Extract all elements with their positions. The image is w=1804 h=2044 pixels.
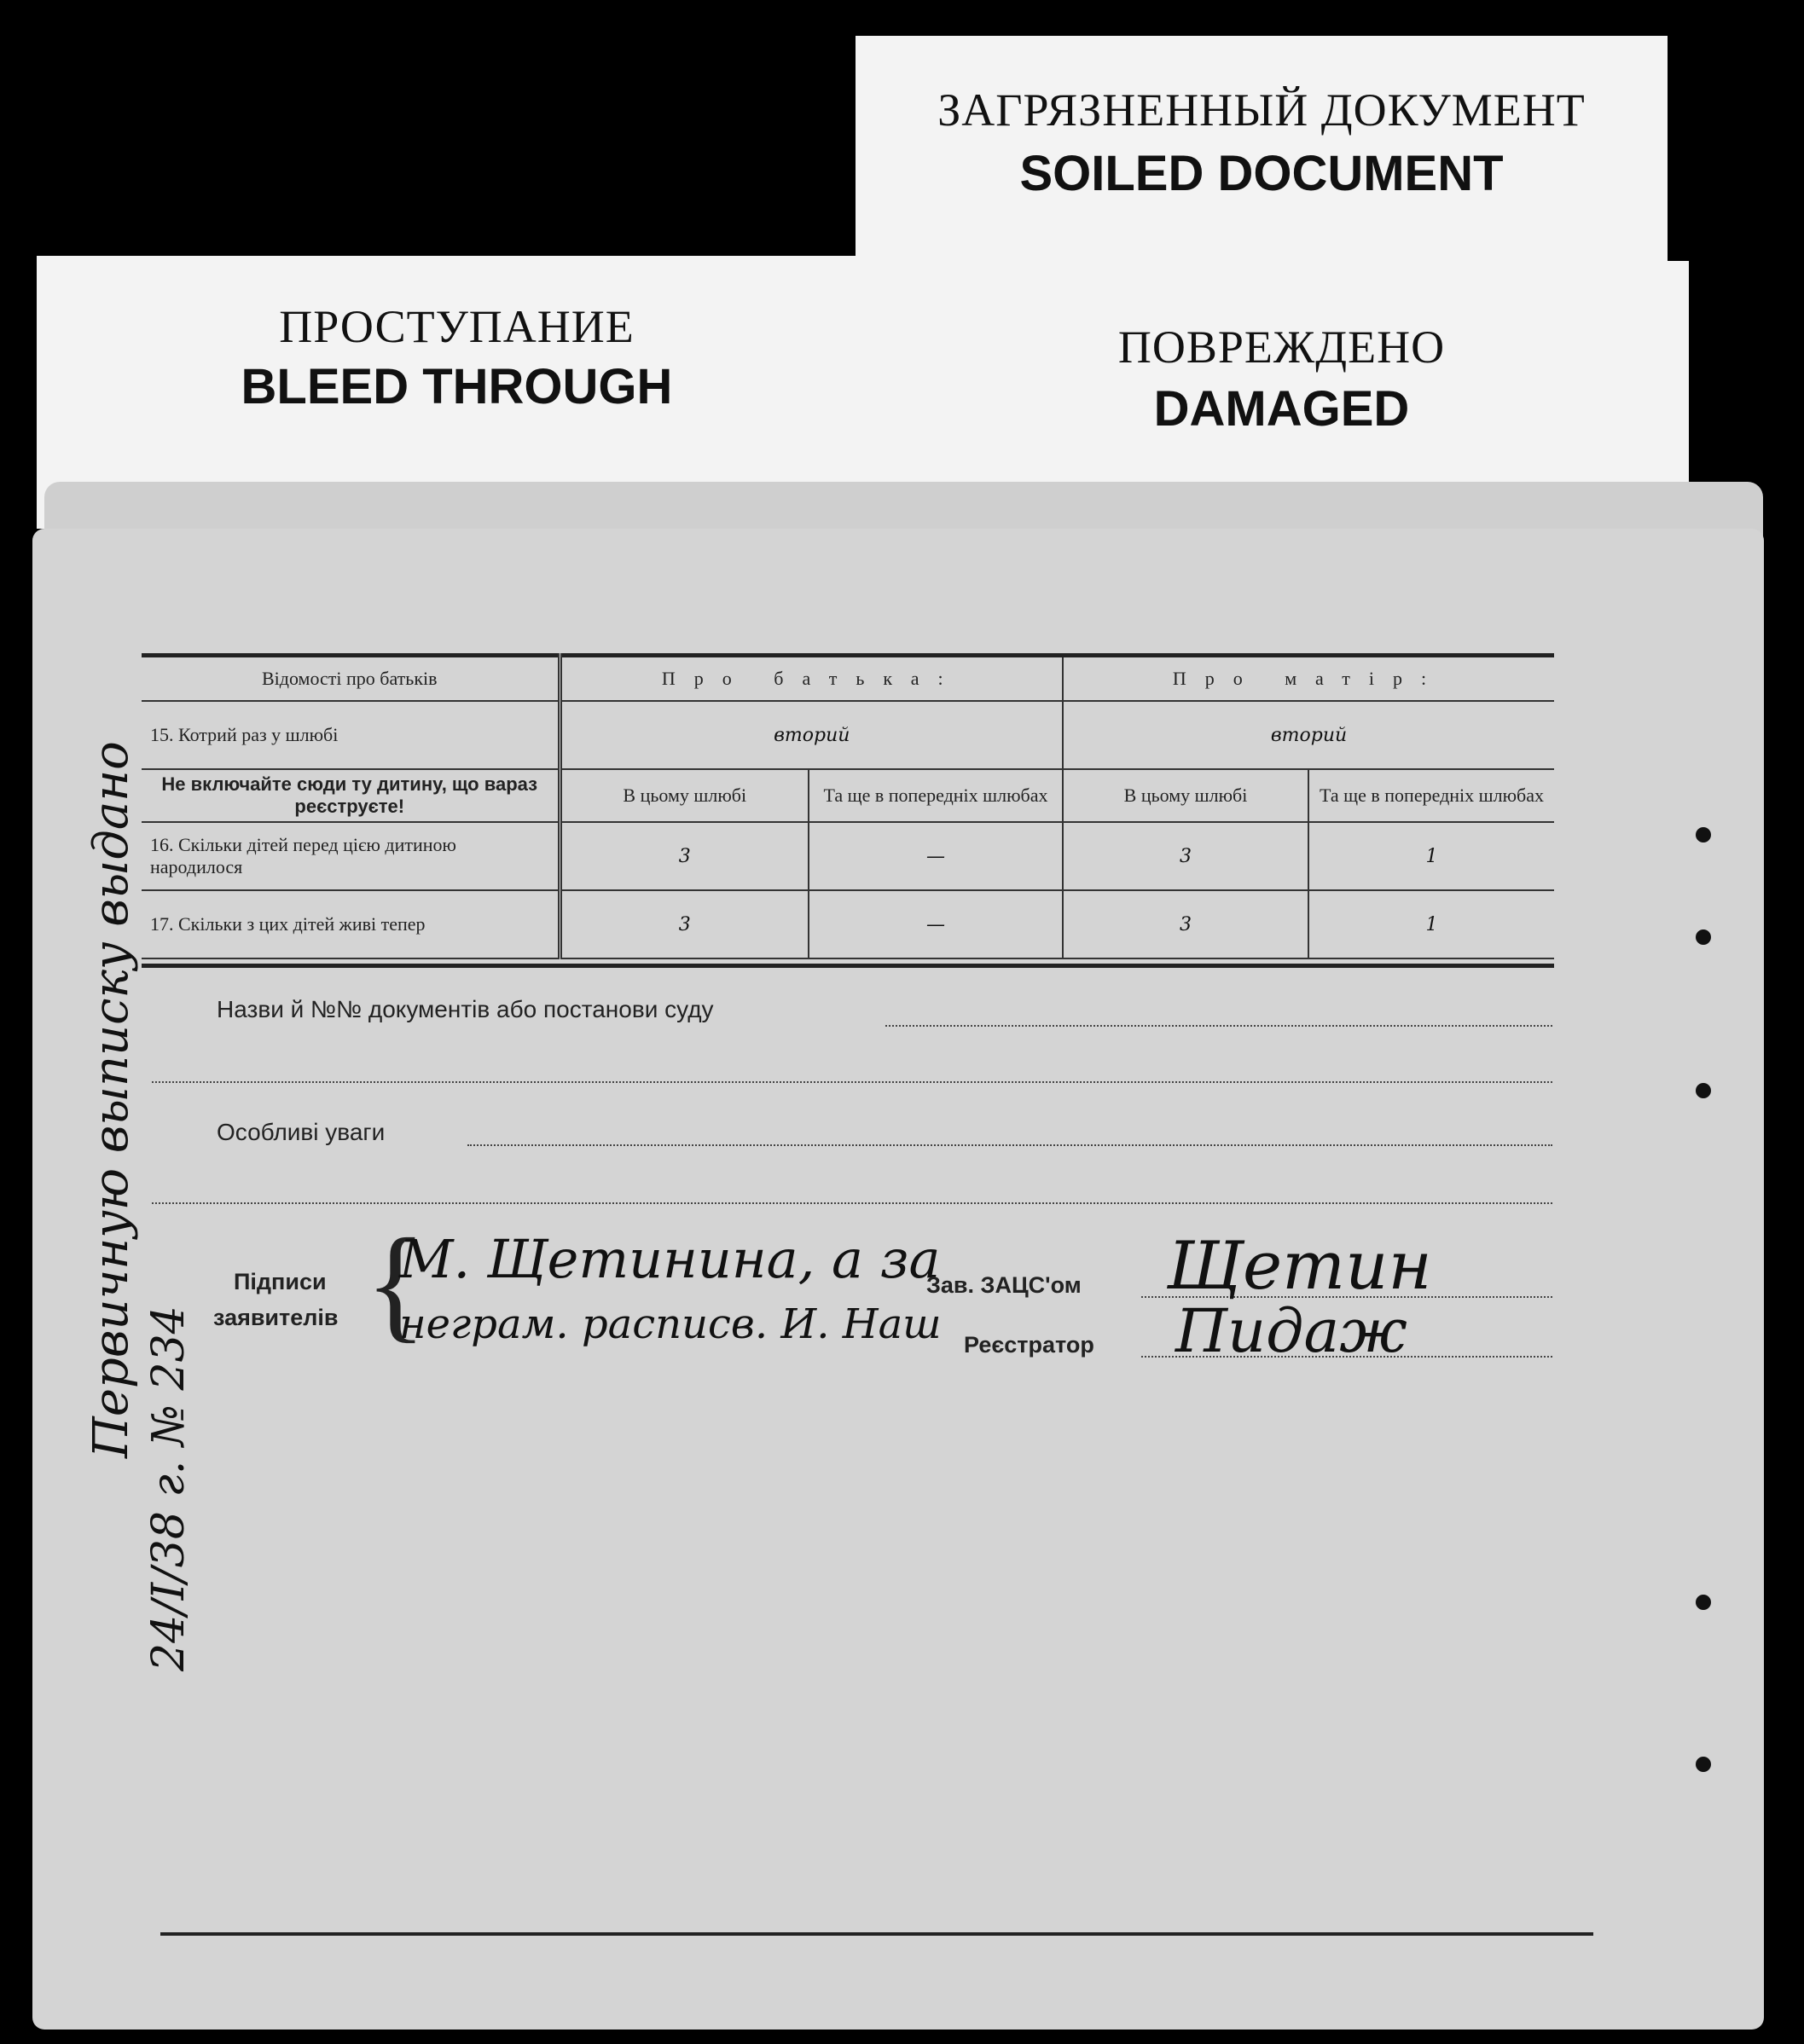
registrar-signature: Пидаж — [1175, 1296, 1407, 1366]
soiled-ru-label: ЗАГРЯЗНЕННЫЙ ДОКУМЕНТ — [937, 84, 1586, 136]
signatures-label-2: заявителів — [213, 1305, 339, 1330]
row17-mother-this: 3 — [1063, 890, 1308, 958]
row16-mother-this: 3 — [1063, 822, 1308, 890]
punch-hole — [1696, 1083, 1711, 1098]
table-header-row — [142, 656, 1554, 702]
note-row-label: Не включайте сюди ту дитину, що вараз реєструєте! — [142, 769, 560, 822]
header-father: Про батька: — [560, 656, 1063, 702]
signatures-label-1: Підписи — [234, 1269, 327, 1294]
header-parents-info: Відомості про батьків — [142, 656, 560, 702]
mother-in-this-marriage: В цьому шлюбі — [1063, 769, 1308, 822]
applicant-signature-2: неграм. расписв. И. Наш — [399, 1300, 942, 1348]
damaged-card — [874, 261, 1689, 517]
row15-label: 15. Котрий раз у шлюбі — [142, 701, 560, 769]
father-in-this-marriage: В цьому шлюбі — [560, 769, 809, 822]
notes-dotted-line — [467, 1144, 1552, 1146]
bleed-ru-label: ПРОСТУПАНИЕ — [279, 301, 635, 352]
row16-father-this: 3 — [560, 822, 809, 890]
documents-label: Назви й №№ документів або постанови суду — [217, 996, 714, 1022]
punch-hole — [1696, 1595, 1711, 1610]
table-bottom-rule — [142, 964, 1554, 968]
mother-previous-marriages: Та ще в попередніх шлюбах — [1308, 769, 1554, 822]
punch-hole — [1696, 827, 1711, 842]
registrar-label: Реєстратор — [964, 1332, 1094, 1358]
margin-note-date: 24/I/38 г. № 234 — [143, 1306, 194, 1671]
row15-father-value: вторий — [560, 701, 1063, 769]
damaged-en-label: DAMAGED — [1153, 381, 1410, 437]
damaged-ru-label: ПОВРЕЖДЕНО — [1117, 321, 1446, 373]
soiled-document-card — [856, 36, 1668, 279]
row15-mother-value: вторий — [1063, 701, 1554, 769]
document-sheet — [32, 529, 1764, 2030]
punch-hole — [1696, 929, 1711, 945]
notes-dotted-line-2 — [152, 1202, 1552, 1204]
signatures-brace: { — [365, 1213, 426, 1354]
row17-label: 17. Скільки з цих дітей живі тепер — [142, 890, 560, 958]
punch-hole — [1696, 1757, 1711, 1772]
parents-info-table — [142, 653, 1554, 959]
documents-dotted-line — [885, 1025, 1552, 1027]
row16-mother-prev: 1 — [1308, 822, 1554, 890]
head-signature: Щетин — [1167, 1228, 1432, 1305]
table-row-16 — [142, 822, 1554, 890]
row16-father-prev: — — [809, 822, 1063, 890]
row17-father-prev: — — [809, 890, 1063, 958]
bleed-en-label: BLEED THROUGH — [241, 359, 673, 414]
documents-dotted-line-2 — [152, 1081, 1552, 1083]
father-previous-marriages: Та ще в попередніх шлюбах — [809, 769, 1063, 822]
head-of-registry-label: Зав. ЗАЦС'ом — [926, 1272, 1082, 1298]
row17-mother-prev: 1 — [1308, 890, 1554, 958]
soiled-en-label: SOILED DOCUMENT — [1019, 146, 1504, 201]
table-row-15 — [142, 701, 1554, 769]
applicant-signature-1: М. Щетинина, а за — [399, 1228, 941, 1290]
header-mother: Про матір: — [1063, 656, 1554, 702]
notes-label: Особливі уваги — [217, 1119, 386, 1145]
row16-label: 16. Скільки дітей перед цією дитиною народилося — [142, 822, 560, 890]
table-note-row — [142, 769, 1554, 822]
row17-father-this: 3 — [560, 890, 809, 958]
bottom-rule — [160, 1932, 1593, 1936]
margin-note: Первичную выписку выдано — [84, 741, 139, 1458]
table-row-17 — [142, 890, 1554, 958]
